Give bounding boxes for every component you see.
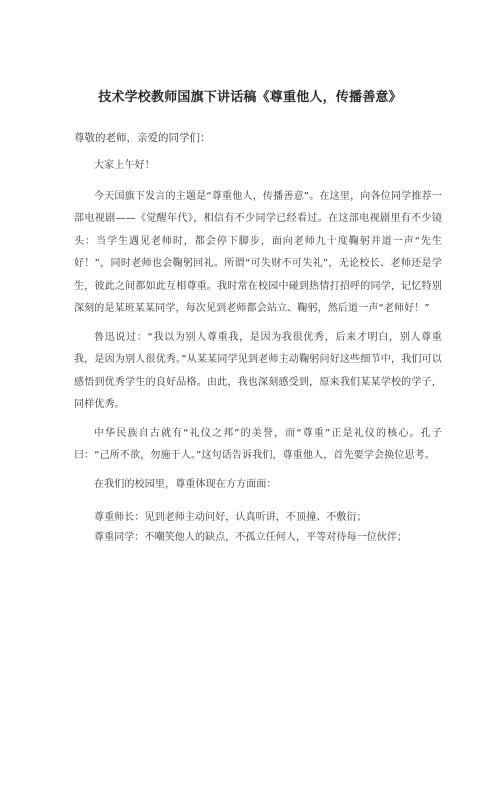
paragraph-greeting: 大家上午好！: [94, 160, 155, 171]
list-item: 尊重师长：见到老师主动问好，认真听讲，不顶撞、不敷衍；: [94, 512, 367, 523]
salutation: 尊敬的老师，亲爱的同学们：: [74, 132, 211, 144]
paragraph-etiquette: 中华民族自古就有“礼仪之邦”的美誉，而“尊重”正是礼仪的核心。孔子曰：“己所不欲，勿施于人。”这句话告诉我们，尊重他人，首先要学会换位思考。: [74, 427, 442, 461]
document-page: [0, 86, 500, 793]
paragraph-luxun-quote: 鲁迅说过：“我以为别人尊重我，是因为我很优秀，后来才明白，别人尊重我，是因为别人很优秀。”从某某同学见到老师主动鞠躬问好这些细节中，我们可以感悟到优秀学生的良好品格。由此，我也深刻感受到，原来我们某某学校的学子，同样优秀。: [74, 331, 442, 410]
document-title: 技术学校教师国旗下讲话稿《尊重他人，传播善意》: [98, 90, 402, 105]
paragraph-campus-respect: 在我们的校园里，尊重体现在方方面面：: [94, 478, 277, 490]
list-item: 尊重同学：不嘲笑他人的缺点，不孤立任何人，平等对待每一位伙伴；: [94, 532, 408, 543]
respect-list: [74, 508, 442, 548]
paragraph-topic: 今天国旗下发言的主题是“尊重他人，传播善意”。在这里，向各位同学推荐一部电视剧——《觉醒年代》，相信有不少同学已经看过。在这部电视剧里有不少镜头：当学生遇见老师时，都会停下脚步，面向老师九十度鞠躬并道一声“先生好！”，同时老师也会鞠躬回礼。所谓“可失财不可失礼”，无论校长、老师还是学生，彼此之间都如此互相尊重。我时常在校园中碰到热情打招呼的同学，记忆特别深刻的是某班某某同学，每次见到老师都会站立、鞠躬，然后道一声“老师好！”: [74, 190, 442, 314]
